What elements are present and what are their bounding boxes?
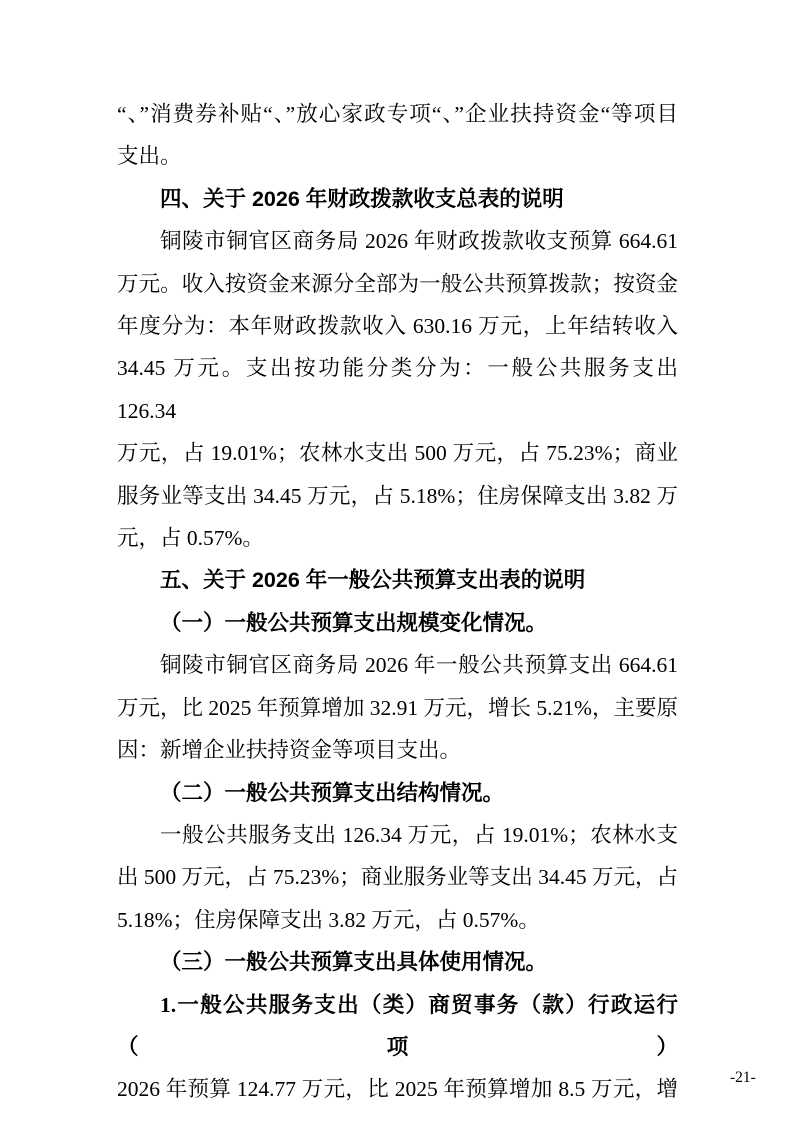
text-line: 因：新增企业扶持资金等项目支出。 [117, 738, 462, 763]
sub-heading: （一）一般公共预算支出规模变化情况。 [160, 610, 548, 635]
heading-section-4 [117, 178, 678, 220]
section-heading: 四、关于 2026 年财政拨款收支总表的说明 [160, 186, 564, 211]
text-line: 年度分为：本年财政拨款收入 630.16 万元，上年结转收入 [117, 314, 678, 339]
sub-heading: （三）一般公共预算支出具体使用情况。 [160, 950, 548, 975]
text-line: 5.18%；住房保障支出 3.82 万元，占 0.57%。 [117, 907, 540, 932]
text-line: 万元，占 19.01%；农林水支出 500 万元，占 75.23%；商业 [117, 441, 678, 466]
text-line: 铜陵市铜官区商务局 2026 年财政拨款收支预算 664.61 [160, 229, 678, 254]
heading-sub-1 [117, 602, 678, 644]
sub-heading: （二）一般公共预算支出结构情况。 [160, 780, 505, 805]
heading-sub-3 [117, 941, 678, 983]
text-line: 元，占 0.57%。 [117, 526, 264, 551]
text-line: 34.45 万元。支出按功能分类分为：一般公共服务支出 126.34 [117, 356, 678, 423]
text-line: 铜陵市铜官区商务局 2026 年一般公共预算支出 664.61 [160, 653, 678, 678]
text-line: 出 500 万元，占 75.23%；商业服务业等支出 34.45 万元，占 [117, 865, 678, 890]
section-heading: 五、关于 2026 年一般公共预算支出表的说明 [160, 568, 586, 593]
document-page [117, 93, 678, 1111]
item-heading: 1.一般公共服务支出（类）商贸事务（款）行政运行（项） [117, 992, 678, 1059]
paragraph-continuation [117, 93, 678, 178]
heading-sub-2 [117, 772, 678, 814]
paragraph-fiscal-appropriation-overview [117, 220, 678, 559]
text-line: 2026 年预算 124.77 万元，比 2025 年预算增加 8.5 万元，增 [117, 1077, 678, 1102]
text-line: 一般公共服务支出 126.34 万元，占 19.01%；农林水支 [160, 822, 678, 847]
page-number: -21- [730, 1069, 756, 1086]
text-line: 服务业等支出 34.45 万元，占 5.18%；住房保障支出 3.82 万 [117, 483, 678, 508]
text-line: 万元。收入按资金来源分全部为一般公共预算拨款；按资金 [117, 271, 678, 296]
text-line: 支出。 [117, 144, 182, 169]
heading-section-5 [117, 559, 678, 601]
paragraph-expense-scale-change [117, 644, 678, 771]
paragraph-expense-structure [117, 814, 678, 941]
text-line: “、”消费券补贴“、”放心家政专项“、”企业扶持资金“等项目 [117, 102, 678, 126]
paragraph-item-1 [117, 984, 678, 1111]
text-line: 万元，比 2025 年预算增加 32.91 万元，增长 5.21%，主要原 [117, 695, 678, 720]
